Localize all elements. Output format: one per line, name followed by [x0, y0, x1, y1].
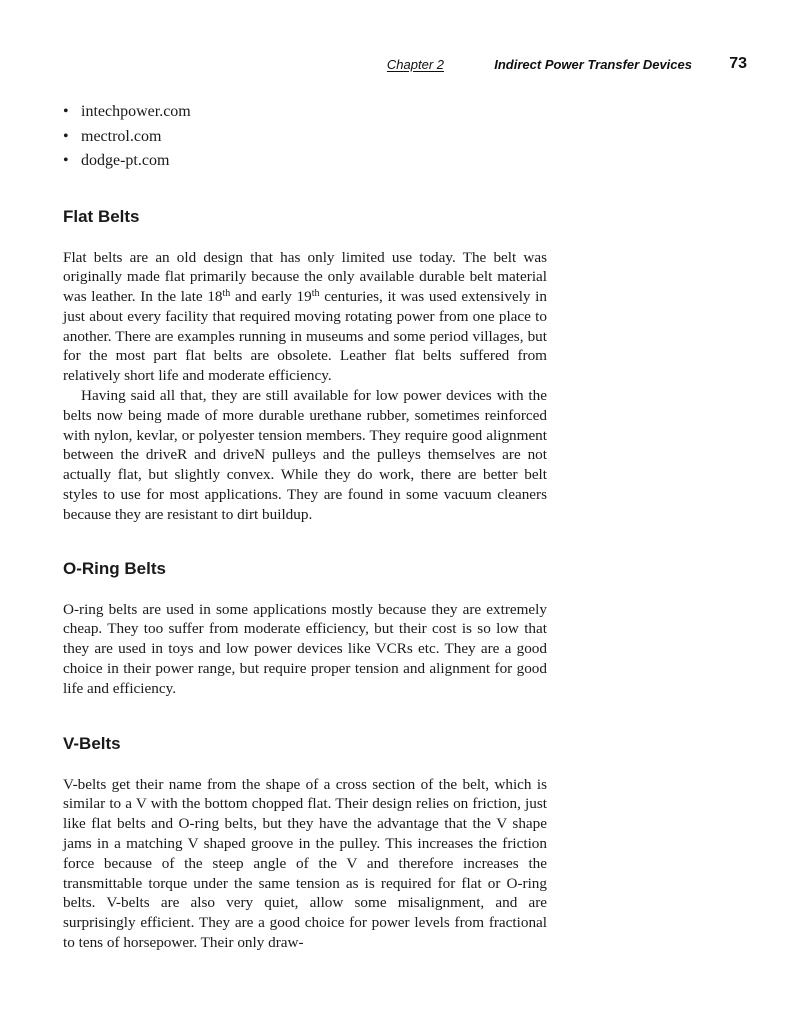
page-body	[63, 100, 547, 953]
superscript-th: th	[311, 288, 320, 300]
header-chapter-label: Chapter 2	[386, 57, 444, 72]
o-ring-belts-paragraph-1: O-ring belts are used in some applications mostly because they are extremely cheap. They too suffer from moderate efficiency, but their cost is so low that they are used in toys and low power devices like VCRs etc. They are a good choice in their power range, but require proper tension and alignment for good life and efficiency.	[63, 600, 547, 697]
v-belts-paragraph-1: V-belts get their name from the shape of a cross section of the belt, which is similar to a V with the bottom chopped flat. Their design relies on friction, just like flat belts and O-ring belts, but they have the advantage that the V shape jams in a matching V shaped groove in the pulley. This increases the friction force because of the steep angle of the V and therefore increases the transmittable torque under the same tension as is required for flat or O-ring belts. V-belts are also very quiet, allow some misalignment, and are surprisingly efficient. They are a good choice for power levels from fractional to tens of horsepower. Their only draw-	[63, 775, 547, 952]
flat-belts-paragraph-2: Having said all that, they are still available for low power devices with the belts now being made of more durable urethane rubber, sometimes reinforced with nylon, kevlar, or polyester tension members. They require good alignment between the driveR and driveN pulleys and the pulleys themselves are not actually flat, but slightly convex. While they do work, there are better belt styles to use for most applications. They are found in some vacuum cleaners because they are resistant to dirt buildup.	[63, 387, 547, 523]
list-item-text: intechpower.com	[81, 103, 191, 120]
bullet-icon: •	[63, 103, 69, 120]
bullet-icon: •	[63, 152, 69, 169]
list-item	[63, 100, 547, 125]
flat-belts-text-c: centuries, it was used extensively in just about every facility that required moving rotating power from one place to another. There are examples running in museums and some period villages, but for the most part flat belts are obsolete. Leather flat belts suffered from relatively short life and moderate efficiency.	[63, 288, 547, 385]
list-item	[63, 149, 547, 174]
flat-belts-text-a: Flat belts are an old design that has only limited use today. The belt was originally made flat primarily because the only available durable belt material was leather. In the late 18	[63, 248, 547, 306]
flat-belts-paragraph-1	[63, 248, 547, 387]
running-header	[0, 55, 747, 75]
page-number: 73	[729, 55, 747, 72]
superscript-th: th	[222, 288, 231, 300]
section-heading-flat-belts: Flat Belts	[63, 206, 140, 226]
list-item-text: mectrol.com	[81, 127, 162, 145]
section-heading-v-belts: V-Belts	[63, 733, 121, 753]
flat-belts-text-b: and early 19	[230, 288, 312, 306]
section-heading-o-ring-belts: O-Ring Belts	[63, 558, 166, 578]
website-list	[63, 100, 547, 174]
header-chapter-title: Indirect Power Transfer Devices	[494, 57, 692, 72]
list-item-text: dodge-pt.com	[81, 152, 170, 169]
list-item	[63, 125, 547, 150]
bullet-icon: •	[63, 127, 69, 145]
